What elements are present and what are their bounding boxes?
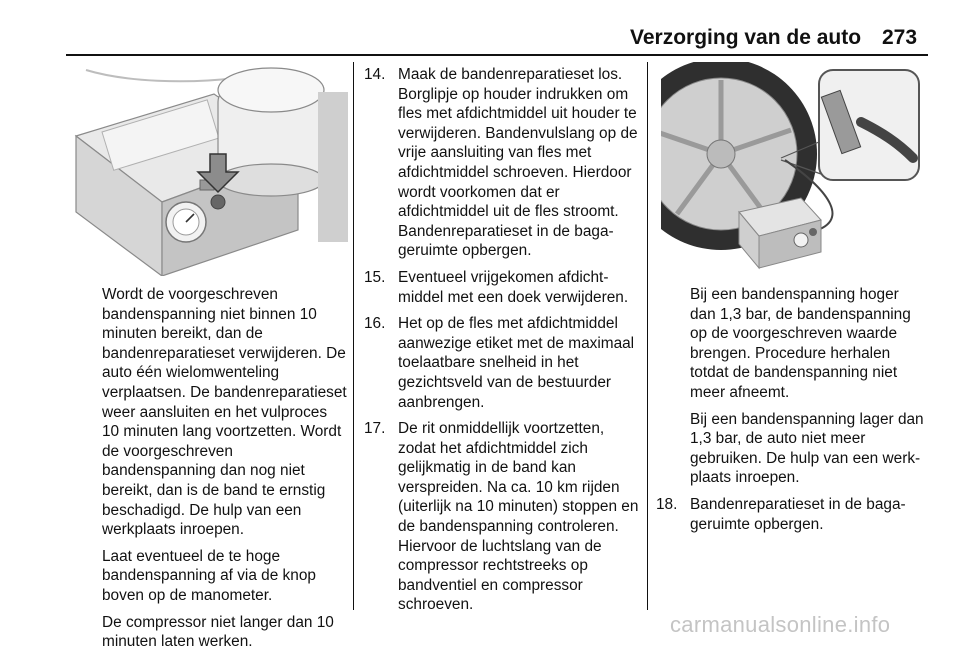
step-text: Het op de fles met afdichtmiddel aanwezige etiket met de maximaal toelaatbare snelheid in het gezichtsveld van de bestuurder aanbrengen. [398, 315, 635, 411]
column-divider-right [647, 62, 648, 610]
step-text: Eventueel vrijgekomen afdichtmiddel met een doek verwijderen. [398, 268, 629, 306]
column-divider-left [353, 62, 354, 610]
step-text: De rit onmiddellijk voortzetten, zodat het afdichtmiddel zich gelijkmatig in de band kan verspreiden. Na ca. 10 km rijden (uiterlijk na 10 minuten) stoppen en de bandenspanning controleren. Hiervoor de luchtslang van de compressor rechtstreeks op bandventiel en compressor schroeven. [398, 420, 639, 614]
repair-kit-drawing [66, 62, 348, 276]
watermark-text: carmanualsonline.info [670, 612, 891, 637]
paragraph-pressure-below: Bij een bandenspanning lager dan 1,3 bar, de auto niet meer gebruiken. De hulp van een werkplaats inroepen. [690, 410, 924, 487]
page-header-title: Verzorging van de auto [630, 26, 862, 49]
step-15 [364, 268, 640, 307]
right-text-column [656, 285, 928, 541]
paragraph-pressure-not-reached: Wordt de voorgeschreven bandenspanning niet binnen 10 minuten bereikt, dan de bandenreparatieset verwijderen. De auto één wielomwenteling verplaatsen. De bandenreparatieset weer aansluiten en het vulproces 10 minuten lang voortzetten. Wordt de voorgeschreven bandenspanning dan nog niet bereikt, dan is de band te ernstig beschadigd. De hulp van een werkplaats inroepen. [102, 286, 347, 539]
step-number: 17. [364, 420, 386, 438]
left-text-column [102, 285, 348, 659]
step-18 [656, 495, 928, 534]
step-number: 18. [656, 495, 678, 513]
step-text: Bandenreparatieset in de bagageruimte opbergen. [690, 495, 906, 533]
step-17 [364, 419, 640, 615]
wheel-compressor-illustration [661, 62, 923, 276]
paragraph-release-pressure: Laat eventueel de te hoge bandenspanning af via de knop boven op de manometer. [102, 547, 316, 604]
paragraph-pressure-above: Bij een bandenspanning hoger dan 1,3 bar, de bandenspanning op de voorgeschreven waarde brengen. Procedure herhalen totdat de bandenspanning niet meer afneemt. [690, 286, 911, 401]
wheel-compressor-drawing [661, 62, 923, 276]
middle-text-column [364, 65, 640, 622]
step-number: 14. [364, 66, 386, 83]
step-text: Maak de bandenreparatieset los. Borglipje op houder indrukken om fles met afdichtmiddel uit houder te verwijderen. Bandenvulslang op de vrije aansluiting van fles met afdichtmiddel schroeven. Hierdoor wordt voorkomen dat er afdichtmiddel uit de fles stroomt. Bandenreparatieset in de bagageruimte opbergen. [398, 66, 638, 260]
step-16 [364, 314, 640, 412]
step-14 [364, 65, 640, 261]
step-number: 16. [364, 315, 386, 333]
header-rule [66, 54, 928, 56]
step-number: 15. [364, 268, 386, 286]
paragraph-compressor-limit: De compressor niet langer dan 10 minuten laten werken. [102, 613, 334, 651]
page-number: 273 [882, 26, 918, 49]
repair-kit-illustration [66, 62, 348, 276]
